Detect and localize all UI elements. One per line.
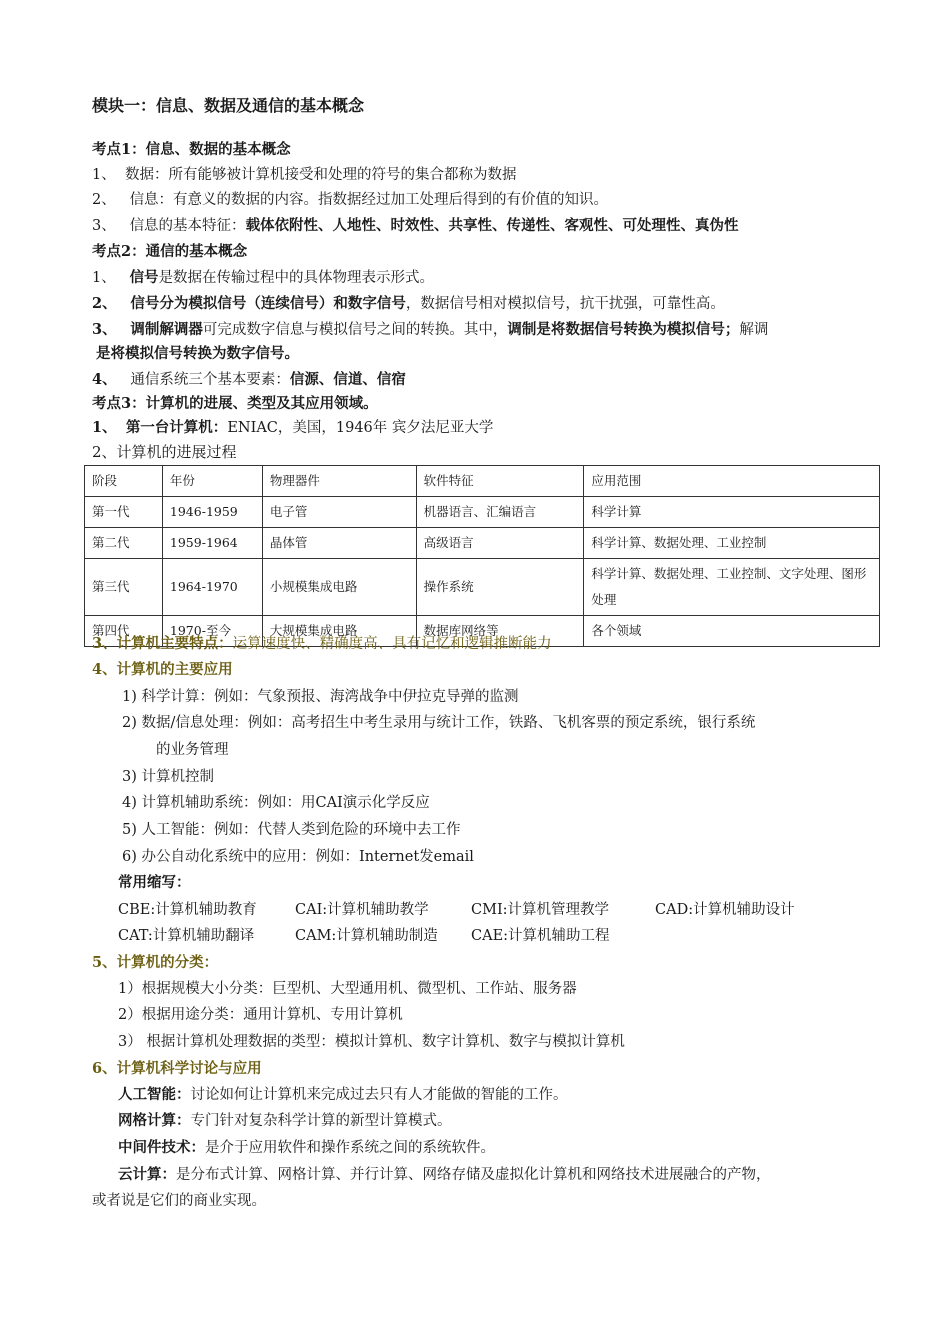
sec4-item: 2) 数据/信息处理：例如：高考招生中考生录用与统计工作，铁路、飞机客票的预定系统，银行系统 — [122, 715, 756, 731]
sec3-features: 3、计算机主要特点：运算速度快、精确度高、具有记忆和逻辑推断能力 — [92, 635, 552, 652]
table-cell: 科学计算 — [584, 497, 880, 528]
table-header-cell: 物理器件 — [262, 466, 416, 497]
sec6-item-cloud-cont: 或者说是它们的商业实现。 — [92, 1193, 266, 1209]
kp2-item-2: 2、 信号分为模拟信号（连续信号）和数字信号，数据信号相对模拟信号，抗干扰强，可靠性高。 — [92, 295, 725, 312]
table-cell: 第四代 — [85, 616, 163, 647]
abbr-heading: 常用缩写： — [118, 874, 191, 891]
abbr-row-1: CBE:计算机辅助教育 CAI:计算机辅助教学 CMI:计算机管理教学 CAD:计算机辅助设计 — [118, 902, 795, 918]
kp1-item-3: 3、 信息的基本特征：载体依附性、人地性、时效性、共享性、传递性、客观性、可处理性、真伪性 — [92, 217, 739, 234]
table-cell: 科学计算、数据处理、工业控制 — [584, 528, 880, 559]
abbr-row-2: CAT:计算机辅助翻译 CAM:计算机辅助制造 CAE:计算机辅助工程 — [118, 928, 610, 944]
sec6-item-ai: 人工智能：讨论如何让计算机来完成过去只有人才能做的智能的工作。 — [118, 1086, 568, 1103]
table-cell: 大规模集成电路 — [262, 616, 416, 647]
table-cell: 1959-1964 — [162, 528, 262, 559]
table-header-cell: 阶段 — [85, 466, 163, 497]
sec6-heading: 6、计算机科学讨论与应用 — [92, 1060, 262, 1077]
table-cell: 电子管 — [262, 497, 416, 528]
table-cell: 各个领域 — [584, 616, 880, 647]
sec6-item-cloud: 云计算：是分布式计算、网格计算、并行计算、网络存储及虚拟化计算机和网络技术进展融合的产物， — [118, 1166, 771, 1183]
table-cell: 晶体管 — [262, 528, 416, 559]
sec4-item: 1) 科学计算：例如：气象预报、海湾战争中伊拉克导弹的监测 — [122, 689, 519, 705]
sec6-item-grid: 网格计算：专门针对复杂科学计算的新型计算模式。 — [118, 1112, 452, 1129]
sec5-heading: 5、计算机的分类： — [92, 954, 219, 971]
table-cell: 1946-1959 — [162, 497, 262, 528]
table-cell: 1964-1970 — [162, 559, 262, 616]
sec5-item: 2）根据用途分类：通用计算机、专用计算机 — [118, 1007, 403, 1023]
table-cell: 机器语言、汇编语言 — [416, 497, 584, 528]
kp3-item-2: 2、计算机的进展过程 — [92, 443, 237, 461]
table-cell: 数据库网络等 — [416, 616, 584, 647]
table-row — [85, 559, 880, 616]
kp2-item-4: 4、 通信系统三个基本要素：信源、信道、信宿 — [92, 371, 406, 388]
kp3-item-1: 1、 第一台计算机：ENIAC，美国，1946年 宾夕法尼亚大学 — [92, 419, 494, 436]
sec6-item-middleware: 中间件技术：是介于应用软件和操作系统之间的系统软件。 — [118, 1139, 495, 1156]
kp1-item-1: 1、 数据：所有能够被计算机接受和处理的符号的集合都称为数据 — [92, 167, 517, 183]
kp2-item-3-cont: 是将模拟信号转换为数字信号。 — [96, 345, 299, 362]
kp2-heading: 考点2：通信的基本概念 — [92, 243, 248, 260]
table-cell: 高级语言 — [416, 528, 584, 559]
table-cell: 第二代 — [85, 528, 163, 559]
kp1-heading: 考点1：信息、数据的基本概念 — [92, 141, 291, 158]
kp2-item-3: 3、 调制解调器可完成数字信息与模拟信号之间的转换。其中，调制是将数据信号转换为模拟信号；解调 — [92, 321, 769, 338]
table-cell: 第一代 — [85, 497, 163, 528]
sec5-item: 3） 根据计算机处理数据的类型：模拟计算机、数字计算机、数字与模拟计算机 — [118, 1034, 625, 1050]
computer-generations-table — [84, 465, 880, 647]
table-row — [85, 497, 880, 528]
kp2-item-1: 1、 信号是数据在传输过程中的具体物理表示形式。 — [92, 269, 435, 286]
sec4-heading: 4、计算机的主要应用 — [92, 661, 233, 678]
table-cell: 1970-至今 — [162, 616, 262, 647]
table-cell: 科学计算、数据处理、工业控制、文字处理、图形处理 — [584, 559, 880, 616]
table-cell: 第三代 — [85, 559, 163, 616]
module-title: 模块一：信息、数据及通信的基本概念 — [92, 96, 365, 115]
table-header-row — [85, 466, 880, 497]
kp1-item-2: 2、 信息：有意义的数据的内容。指数据经过加工处理后得到的有价值的知识。 — [92, 192, 609, 208]
table-row — [85, 528, 880, 559]
table-cell: 小规模集成电路 — [262, 559, 416, 616]
sec4-item: 4) 计算机辅助系统：例如：用CAI演示化学反应 — [122, 795, 430, 811]
sec4-item-cont: 的业务管理 — [156, 742, 229, 758]
sec4-item: 6) 办公自动化系统中的应用：例如：Internet发email — [122, 849, 474, 865]
table-header-cell: 年份 — [162, 466, 262, 497]
kp3-heading: 考点3：计算机的进展、类型及其应用领域。 — [92, 395, 378, 412]
table-cell: 操作系统 — [416, 559, 584, 616]
sec4-item: 3) 计算机控制 — [122, 769, 214, 785]
sec4-item: 5) 人工智能：例如：代替人类到危险的环境中去工作 — [122, 822, 461, 838]
table-header-cell: 应用范围 — [584, 466, 880, 497]
table-header-cell: 软件特征 — [416, 466, 584, 497]
sec5-item: 1）根据规模大小分类：巨型机、大型通用机、微型机、工作站、服务器 — [118, 981, 577, 997]
